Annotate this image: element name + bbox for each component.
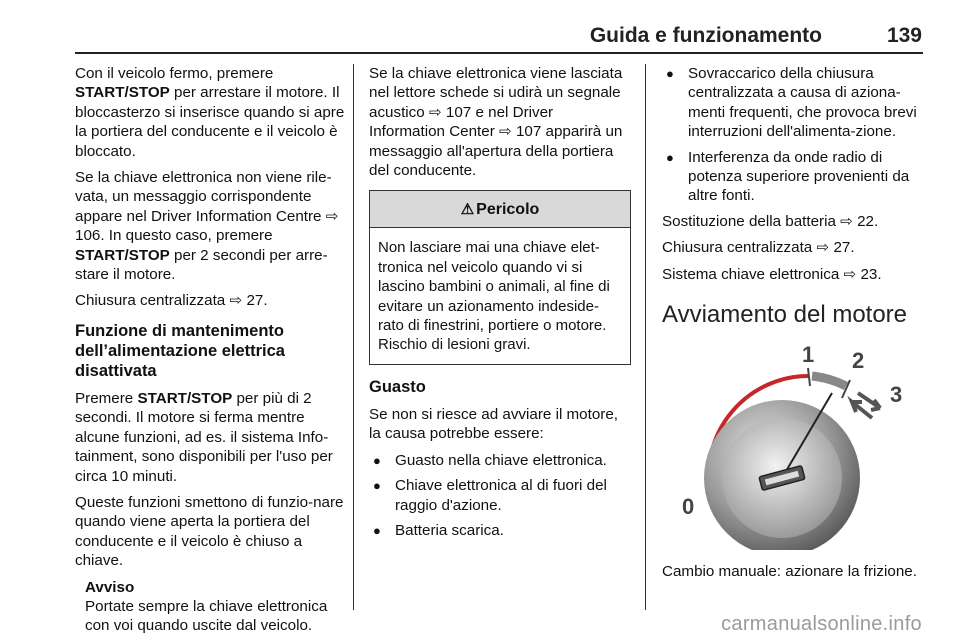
paragraph: Se la chiave elettronica viene lasciata nel lettore schede si udirà un segnale acustico ⇨ 107 e nel Driver Information Center ⇨ 107 apparirà un messaggio all'apertura della portiera del conducente. [369,65,623,180]
header-rule [75,52,923,54]
paragraph: Premere START/STOP per più di 2 secondi. Il motore si ferma mentre alcune funzioni, ad es. il sistema Info-tainment, sono disponibili per l'uso per circa 10 minuti. [75,389,333,485]
bullet-list [369,451,631,541]
cross-reference: Chiusura centralizzata ⇨ 27. [662,239,855,257]
paragraph: Se non si riesce ad avviare il motore, la causa potrebbe essere: [369,405,619,443]
column-1 [75,64,345,636]
section-heading: Guasto [369,377,426,396]
ignition-switch-figure [662,338,928,550]
danger-header [370,191,630,228]
label-1: 1 [802,342,815,368]
page-ref-arrow-icon: ⇨ [325,207,339,225]
list-item: ● Guasto nella chiave elettronica. [369,451,631,470]
label-3: 3 [890,382,903,408]
label-0: 0 [682,494,695,520]
cross-reference: Sostituzione della batteria ⇨ 22. [662,212,879,230]
section-heading: Avviamento del motore [662,301,908,329]
list-item: ● Batteria scarica. [369,521,631,540]
section-heading: Funzione di mantenimento dell’alimentazione elettrica disattivata [75,321,285,380]
page-ref-arrow-icon: ⇨ [840,212,853,230]
paragraph: Con il veicolo fermo, premere START/STOP per arrestare il motore. Il bloccasterzo si inserisce quando si apre la portiera del conducente e il veicolo è bloccato. [75,65,345,160]
note-title: Avviso [85,578,135,596]
section-title: Guida e funzionamento [589,24,822,47]
page-ref-arrow-icon: ⇨ [843,265,857,283]
column-3 [662,64,928,588]
paragraph: Queste funzioni smettono di funzio-nare quando viene aperta la portiera del conducente e il veicolo è chiuso a chiave. [75,493,344,570]
column-2 [369,64,631,546]
list-item: ● Interferenza da onde radio di potenza superiore provenienti da altre fonti. [662,148,928,206]
page-ref-arrow-icon: ⇨ [229,292,243,310]
page-ref-arrow-icon: ⇨ [499,123,512,141]
page-ref-arrow-icon: ⇨ [428,103,442,121]
danger-title: Pericolo [476,200,540,218]
list-item: ● Sovraccarico della chiusura centralizzata a causa di aziona-menti frequenti, che provoca brevi interruzioni dell'alimenta-zione. [662,64,928,142]
watermark: carmanualsonline.info [721,613,922,635]
danger-box [369,190,631,364]
note-text: Portate sempre la chiave elettronica con voi quando uscite dal veicolo. [85,597,328,635]
paragraph: Se la chiave elettronica non viene rile-vata, un messaggio corrispondente appare nel Driver Information Centre ⇨ 106. In questo caso, premere START/STOP per 2 secondi per arre-stare il motore. [75,169,339,284]
cross-reference: Sistema chiave elettronica ⇨ 23. [662,265,882,283]
danger-text: Non lasciare mai una chiave elet-tronica nel veicolo quando vi si lascino bambini o animali, al fine di evitare un azionamento indeside-rato di finestrini, portiere o motore. Rischio di lesioni gravi. [378,239,610,354]
page-ref-arrow-icon: ⇨ [816,239,830,257]
cross-reference: Chiusura centralizzata ⇨ 27. [75,292,268,310]
label-2: 2 [852,348,865,374]
column-divider-1 [353,64,354,610]
bullet-list [662,64,928,206]
warning-triangle-icon: ⚠ [460,200,475,218]
page-number: 139 [886,24,922,47]
column-divider-2 [645,64,646,610]
figure-caption: Cambio manuale: azionare la frizione. [662,563,917,581]
list-item: ● Chiave elettronica al di fuori del raggio d'azione. [369,476,631,515]
